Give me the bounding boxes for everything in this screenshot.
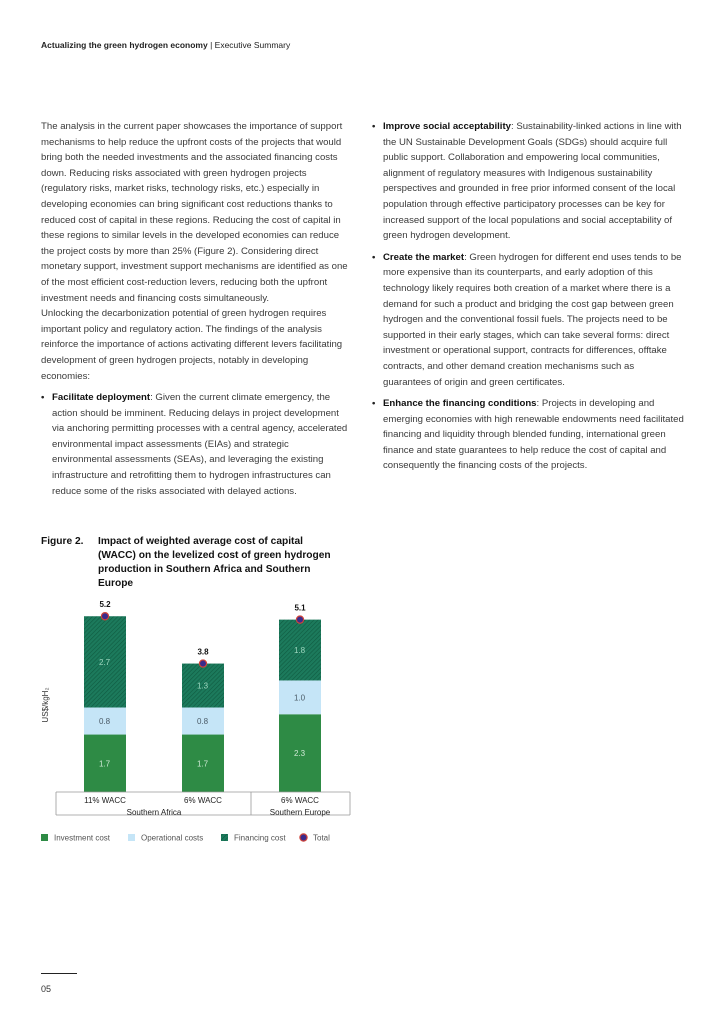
- header-separator: |: [207, 40, 215, 50]
- bullet-title: Improve social acceptability: [383, 121, 511, 132]
- bar-value-label: 1.7: [197, 759, 209, 769]
- bar-value-label: 2.3: [294, 749, 306, 759]
- legend-label: Investment cost: [54, 833, 111, 843]
- bar-value-label: 1.8: [294, 646, 306, 656]
- bullet-text: : Projects in developing and emerging economies with high renewable endowments need facilitated financing and liquidity through blended funding, international green finance and state guarantees to help reduce the cost of capital and consequently the financing costs of the projects.: [383, 398, 684, 472]
- report-title: Actualizing the green hydrogen economy: [41, 40, 208, 50]
- bar-value-label: 0.8: [197, 717, 209, 727]
- bar-value-label: 1.0: [294, 693, 306, 703]
- bullet-icon: •: [372, 251, 376, 263]
- legend-swatch: [128, 834, 135, 841]
- bar-value-label: 2.7: [99, 657, 111, 667]
- total-value-label: 5.1: [294, 603, 306, 613]
- total-marker: [199, 660, 206, 667]
- footer-rule: [41, 973, 77, 974]
- bullet-icon: •: [372, 121, 376, 132]
- group-label: Southern Europe: [269, 808, 331, 817]
- bullet-icon: •: [41, 392, 45, 404]
- figure-title: Impact of weighted average cost of capital (WACC) on the levelized cost of green hydrogen production in Southern Africa and Southern Europe: [98, 536, 331, 589]
- group-label: Southern Africa: [126, 808, 182, 817]
- legend-swatch: [41, 834, 48, 841]
- legend-label: Financing cost: [234, 833, 286, 843]
- bullet-text: : Green hydrogen for different end uses tends to be more expensive than its counterparts, and early adoption of this technology likely requires both creation of a market where there is a demand for such a product and bridging the cost gap between green hydrogen and the conventional fossil fuels. The projects need to be supported in their early stages, which can take several forms: direct investment or operational support, contracts for differences, offtake contracts, and other demand creation mechanisms such as guarantees of origin and green certificates.: [383, 251, 682, 388]
- bullet-text: : Given the current climate emergency, the action should be imminent. Reducing delays in project development via anchoring permitting processes with a central agency, accelerated environmental impact assessments (EIAs) and strategic environmental assessments (SEAs), and leveraging the existing infrastructure and retrofitting them to hydrogen infrastructures can reduce some of the risks associated with delayed actions.: [52, 392, 348, 497]
- total-value-label: 3.8: [197, 647, 209, 657]
- total-marker: [296, 616, 303, 623]
- x-tick-label: 6% WACC: [184, 796, 222, 805]
- policy-paragraph: Unlocking the decarbonization potential of green hydrogen requires important policy and regulatory action. The findings of the analysis reinforce the importance of actions activating different levers facilitating development of green hydrogen projects, notably in developing economies:: [41, 308, 343, 382]
- figure-number: Figure 2.: [41, 536, 84, 547]
- x-tick-label: 11% WACC: [84, 796, 126, 805]
- y-axis-label: US$/kgH₂: [41, 687, 50, 723]
- bullet-title: Facilitate deployment: [52, 392, 151, 404]
- x-tick-label: 6% WACC: [281, 796, 319, 805]
- legend-swatch: [300, 834, 307, 841]
- legend-label: Total: [313, 833, 330, 843]
- section-name: Executive Summary: [214, 40, 291, 50]
- bar-value-label: 0.8: [99, 717, 111, 727]
- bar-value-label: 1.7: [99, 759, 111, 769]
- bullet-title: Enhance the financing conditions: [383, 398, 537, 410]
- total-marker: [101, 613, 108, 620]
- legend-label: Operational costs: [141, 833, 204, 843]
- page-number: 05: [41, 984, 52, 994]
- bullet-title: Create the market: [383, 251, 465, 263]
- bullet-text: : Sustainability-linked actions in line with the UN Sustainable Development Goals (SDGs) should acquire full public support. Collaboration and empowering local communities, alignment of regulatory measures with Indigenous sustainability perspectives and grounded in free prior informed consent of the local population through effective participatory processes can be key for increased support of the local populations and social acceptability of green hydrogen development.: [383, 121, 682, 242]
- total-value-label: 5.2: [99, 600, 111, 610]
- intro-paragraph: The analysis in the current paper showcases the importance of support mechanisms to help reduce the upfront costs of the projects that would bring both the needed investments and the associated financing costs down. Reducing risks associated with green hydrogen projects (regulatory risks, market risks, technology risks, etc.) especially in developing economies can bring significant cost reductions thanks to reduced cost of capital in these regions. Reducing the cost of capital in these regions to similar levels in the developed economies can reduce the project costs by more than 25% (Figure 2). Considering direct monetary support, investment support mechanisms are identified as one of the most efficient cost-reduction levers, reducing both the upfront investment needs and financing costs simultaneously.: [41, 121, 348, 304]
- bar-value-label: 1.3: [197, 681, 209, 691]
- legend-swatch: [221, 834, 228, 841]
- bullet-icon: •: [372, 398, 376, 410]
